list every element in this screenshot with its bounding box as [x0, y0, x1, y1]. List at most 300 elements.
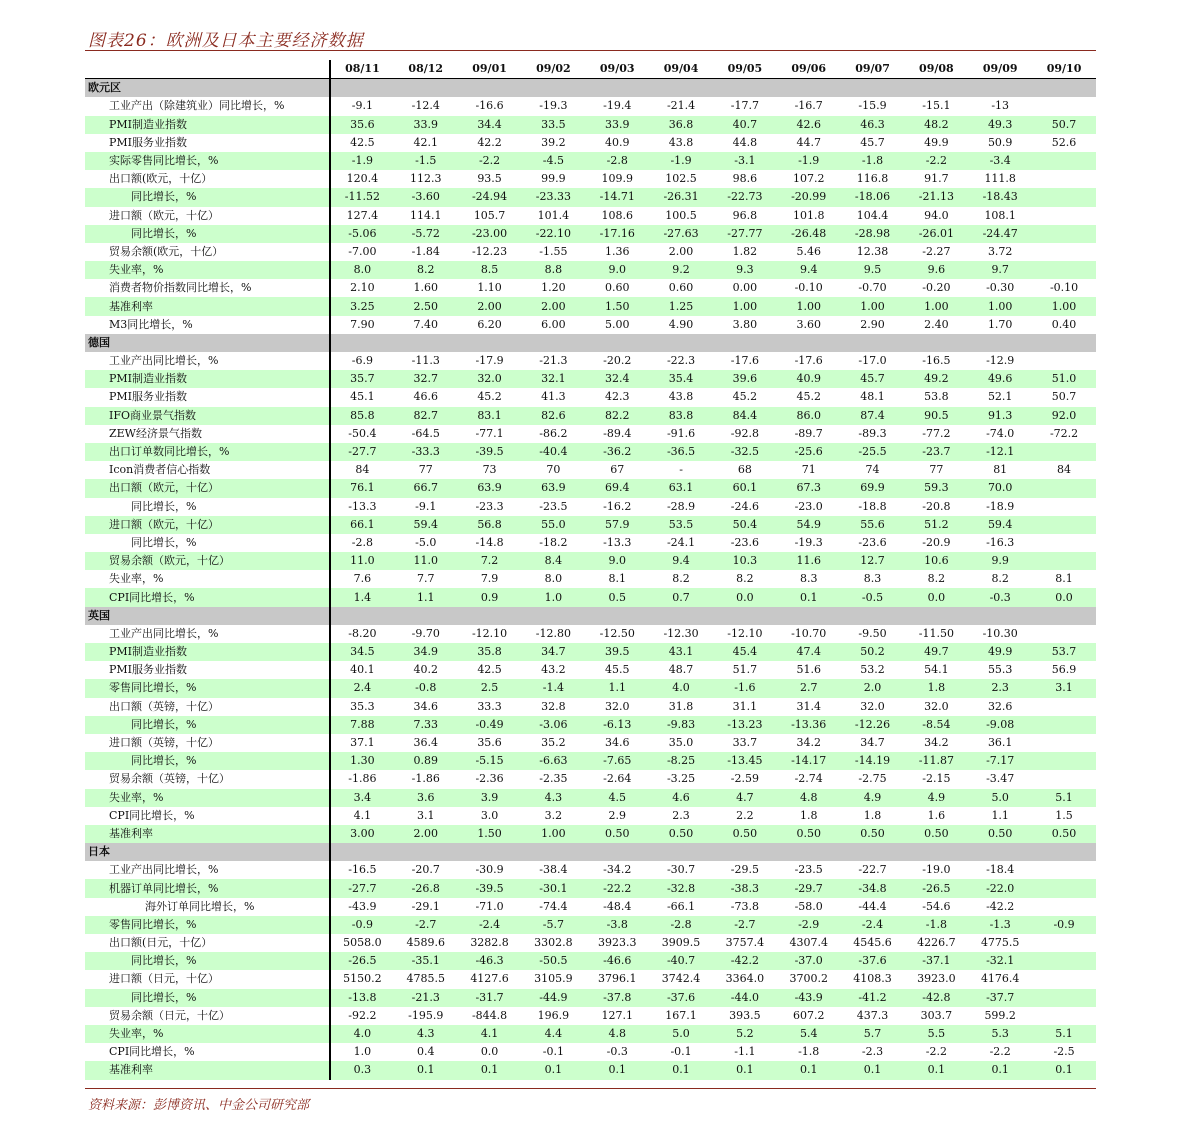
- value-cell: 7.7: [416, 572, 435, 586]
- value-cell: -72.2: [1049, 426, 1079, 440]
- value-cell: -0.30: [986, 281, 1015, 295]
- table-row: [85, 625, 1096, 643]
- table-row: [85, 134, 1096, 152]
- value-cell: 7.6: [353, 572, 372, 586]
- value-cell: -3.25: [666, 772, 696, 786]
- value-cell: 2.50: [394, 297, 458, 315]
- value-cell: -0.9: [330, 916, 394, 934]
- value-cell: -12.4: [411, 99, 440, 113]
- table-row: [85, 279, 1096, 297]
- value-cell: 45.2: [477, 390, 502, 404]
- value-cell: -22.0: [968, 879, 1032, 897]
- value-cell: 5.0: [649, 1025, 713, 1043]
- value-cell: 6.20: [477, 317, 502, 331]
- value-cell: -8.54: [904, 716, 968, 734]
- value-cell: -1.84: [411, 244, 440, 258]
- value-cell: 84: [1057, 463, 1072, 477]
- value-cell: -24.6: [730, 499, 759, 513]
- value-cell: 5058.0: [343, 936, 382, 950]
- value-cell: 51.7: [732, 663, 758, 677]
- table-row: [85, 879, 1096, 897]
- value-cell: 1.0: [521, 588, 585, 606]
- value-cell: 104.4: [856, 208, 889, 222]
- row-label: 工业产出（除建筑业）同比增长，%: [85, 97, 330, 115]
- value-cell: -21.3: [394, 989, 458, 1007]
- value-cell: -6.63: [521, 752, 585, 770]
- value-cell: 33.3: [477, 699, 502, 713]
- value-cell: 8.0: [330, 261, 394, 279]
- section-fill-cell: [968, 334, 1032, 352]
- value-cell: 108.6: [601, 208, 633, 222]
- value-cell: -17.9: [475, 354, 504, 368]
- value-cell: 0.5: [585, 588, 649, 606]
- value-cell: -46.6: [585, 952, 649, 970]
- value-cell: -23.6: [730, 535, 759, 549]
- value-cell: -8.25: [649, 752, 713, 770]
- source-note: 资料来源：彭博资讯、中金公司研究部: [88, 1098, 310, 1113]
- value-cell: -13.45: [713, 752, 777, 770]
- value-cell: 8.2: [394, 261, 458, 279]
- value-cell: 4.0: [330, 1025, 394, 1043]
- value-cell: -2.2: [458, 152, 522, 170]
- value-cell: -43.9: [348, 899, 377, 913]
- column-header: 09/07: [841, 60, 905, 79]
- value-cell: 5.4: [777, 1025, 841, 1043]
- value-cell: -39.5: [458, 443, 522, 461]
- table-row: [85, 588, 1096, 606]
- value-cell: -89.7: [794, 426, 823, 440]
- value-cell: 1.36: [604, 244, 630, 258]
- value-cell: 77: [418, 463, 433, 477]
- value-cell: 43.1: [649, 643, 713, 661]
- value-cell: 2.5: [458, 679, 522, 697]
- column-header: 08/11: [330, 60, 394, 79]
- section-title: 德国: [85, 334, 330, 352]
- value-cell: 4226.7: [917, 936, 956, 950]
- section-header-row: [85, 843, 1096, 861]
- value-cell: 4.8: [777, 789, 841, 807]
- value-cell: [1032, 934, 1096, 952]
- section-fill-cell: [394, 334, 458, 352]
- value-cell: 42.6: [777, 116, 841, 134]
- table-row: [85, 770, 1096, 788]
- value-cell: 2.90: [860, 317, 885, 331]
- value-cell: 32.7: [394, 370, 458, 388]
- value-cell: 31.4: [796, 699, 821, 713]
- value-cell: -32.5: [713, 443, 777, 461]
- value-cell: -29.1: [411, 899, 440, 913]
- section-fill-cell: [649, 607, 713, 625]
- value-cell: 8.1: [1055, 572, 1073, 586]
- value-cell: -2.8: [649, 916, 713, 934]
- value-cell: -1.3: [968, 916, 1032, 934]
- value-cell: -5.15: [458, 752, 522, 770]
- row-label: 零售同比增长，%: [85, 916, 330, 934]
- section-fill-cell: [777, 79, 841, 98]
- value-cell: -16.3: [986, 535, 1015, 549]
- value-cell: 7.2: [458, 552, 522, 570]
- value-cell: 105.7: [473, 208, 506, 222]
- value-cell: -17.0: [858, 354, 887, 368]
- value-cell: 3364.0: [725, 972, 765, 986]
- value-cell: -28.98: [841, 225, 905, 243]
- value-cell: 54.1: [924, 663, 949, 677]
- value-cell: -34.8: [841, 879, 905, 897]
- value-cell: 5.46: [796, 244, 821, 258]
- value-cell: -38.3: [713, 879, 777, 897]
- value-cell: 0.60: [604, 281, 630, 295]
- section-fill-cell: [458, 843, 522, 861]
- value-cell: 2.0: [841, 679, 905, 697]
- value-cell: 303.7: [920, 1008, 953, 1022]
- value-cell: 45.7: [860, 135, 885, 149]
- title-rule: [85, 50, 1096, 51]
- value-cell: -36.5: [649, 443, 713, 461]
- value-cell: 74: [865, 463, 880, 477]
- value-cell: -92.2: [348, 1008, 377, 1022]
- value-cell: 2.7: [777, 679, 841, 697]
- row-label: 贸易余额（欧元，十亿）: [85, 552, 330, 570]
- table-row: [85, 498, 1096, 516]
- value-cell: -30.7: [666, 863, 696, 877]
- value-cell: -7.00: [348, 244, 377, 258]
- value-cell: -48.4: [603, 899, 632, 913]
- value-cell: 9.3: [713, 261, 777, 279]
- value-cell: 53.8: [924, 390, 949, 404]
- value-cell: 43.2: [541, 663, 566, 677]
- value-cell: -17.16: [585, 225, 649, 243]
- value-cell: 0.1: [394, 1061, 458, 1079]
- value-cell: 393.5: [729, 1008, 761, 1022]
- value-cell: 127.1: [601, 1008, 633, 1022]
- section-fill-cell: [394, 79, 458, 98]
- table-row: [85, 407, 1096, 425]
- row-label: 基准利率: [85, 297, 330, 315]
- value-cell: 8.2: [672, 572, 690, 586]
- value-cell: -12.10: [727, 626, 763, 640]
- value-cell: -28.9: [666, 499, 696, 513]
- value-cell: -1.9: [777, 152, 841, 170]
- value-cell: 70.0: [968, 479, 1032, 497]
- value-cell: -17.6: [730, 354, 759, 368]
- value-cell: 34.2: [924, 736, 949, 750]
- value-cell: 1.1: [394, 588, 458, 606]
- value-cell: 9.0: [585, 552, 649, 570]
- value-cell: -41.2: [841, 989, 905, 1007]
- table-row: [85, 698, 1096, 716]
- value-cell: 32.0: [458, 370, 522, 388]
- value-cell: -1.9: [649, 152, 713, 170]
- value-cell: -26.31: [649, 188, 713, 206]
- value-cell: -2.2: [925, 1045, 947, 1059]
- row-label: 进口额（日元，十亿）: [85, 970, 330, 988]
- value-cell: [1032, 225, 1096, 243]
- value-cell: 35.6: [330, 116, 394, 134]
- row-label: PMI制造业指数: [85, 370, 330, 388]
- value-cell: 86.0: [777, 407, 841, 425]
- value-cell: 34.5: [330, 643, 394, 661]
- value-cell: 0.1: [649, 1061, 713, 1079]
- value-cell: -11.87: [904, 752, 968, 770]
- value-cell: -3.1: [713, 152, 777, 170]
- value-cell: -46.3: [458, 952, 522, 970]
- value-cell: 4589.6: [406, 936, 445, 950]
- value-cell: 120.4: [346, 172, 379, 186]
- row-label: 同比增长，%: [85, 534, 330, 552]
- value-cell: -19.3: [794, 535, 823, 549]
- section-fill-cell: [777, 334, 841, 352]
- value-cell: -2.8: [585, 152, 649, 170]
- value-cell: 32.8: [541, 699, 566, 713]
- row-label: 消费者物价指数同比增长，%: [85, 279, 330, 297]
- value-cell: 96.8: [732, 208, 758, 222]
- value-cell: -27.7: [330, 443, 394, 461]
- value-cell: -13: [991, 99, 1010, 113]
- value-cell: -9.1: [351, 99, 374, 113]
- value-cell: 0.1: [968, 1061, 1032, 1079]
- value-cell: [1032, 716, 1096, 734]
- value-cell: -16.5: [348, 863, 377, 877]
- value-cell: [1032, 734, 1096, 752]
- section-fill-cell: [521, 334, 585, 352]
- value-cell: 4.3: [521, 789, 585, 807]
- value-cell: 45.2: [732, 390, 758, 404]
- value-cell: 1.8: [904, 679, 968, 697]
- value-cell: -0.10: [794, 281, 823, 295]
- value-cell: -16.6: [475, 99, 504, 113]
- value-cell: 42.1: [413, 135, 438, 149]
- row-label: 出口额(欧元，十亿）: [85, 170, 330, 188]
- value-cell: 33.9: [394, 116, 458, 134]
- value-cell: 35.7: [330, 370, 394, 388]
- value-cell: 0.00: [732, 281, 758, 295]
- value-cell: 9.7: [968, 261, 1032, 279]
- value-cell: 4.9: [841, 789, 905, 807]
- value-cell: 34.6: [604, 736, 630, 750]
- value-cell: 3923.0: [917, 972, 956, 986]
- value-cell: -13.3: [348, 499, 377, 513]
- value-cell: -2.75: [858, 772, 887, 786]
- value-cell: -74.0: [986, 426, 1015, 440]
- value-cell: 55.3: [987, 663, 1013, 677]
- value-cell: 1.00: [713, 297, 777, 315]
- value-cell: 35.8: [458, 643, 522, 661]
- section-fill-cell: [458, 79, 522, 98]
- value-cell: 0.7: [649, 588, 713, 606]
- value-cell: -18.4: [986, 863, 1015, 877]
- row-label: 失业率，%: [85, 570, 330, 588]
- value-cell: -1.9: [330, 152, 394, 170]
- value-cell: -77.2: [922, 426, 951, 440]
- column-header: 08/12: [394, 60, 458, 79]
- value-cell: 49.2: [904, 370, 968, 388]
- value-cell: 32.0: [860, 699, 885, 713]
- value-cell: 3700.2: [789, 972, 828, 986]
- value-cell: 44.7: [796, 135, 821, 149]
- value-cell: -12.23: [471, 244, 508, 258]
- value-cell: [1032, 97, 1096, 115]
- value-cell: -3.8: [585, 916, 649, 934]
- value-cell: -39.5: [458, 879, 522, 897]
- table-row: [85, 443, 1096, 461]
- row-label: 失业率，%: [85, 789, 330, 807]
- value-cell: 34.4: [458, 116, 522, 134]
- value-cell: [1032, 625, 1096, 643]
- column-header: 09/01: [458, 60, 522, 79]
- value-cell: 50.9: [987, 135, 1013, 149]
- value-cell: -23.5: [794, 863, 823, 877]
- value-cell: 1.8: [863, 808, 882, 822]
- value-cell: -14.8: [475, 535, 504, 549]
- value-cell: -2.74: [794, 772, 823, 786]
- row-label: 同比增长，%: [85, 752, 330, 770]
- value-cell: 56.8: [458, 516, 522, 534]
- table-row: [85, 989, 1096, 1007]
- value-cell: [1032, 516, 1096, 534]
- value-cell: -38.4: [539, 863, 568, 877]
- value-cell: -6.9: [351, 354, 374, 368]
- value-cell: 5.7: [841, 1025, 905, 1043]
- table-row: [85, 152, 1096, 170]
- row-label: 失业率，%: [85, 1025, 330, 1043]
- table-row: [85, 752, 1096, 770]
- value-cell: 0.0: [1032, 588, 1096, 606]
- section-fill-cell: [585, 607, 649, 625]
- value-cell: 90.5: [904, 407, 968, 425]
- value-cell: 3105.9: [534, 972, 573, 986]
- value-cell: 0.1: [713, 1061, 777, 1079]
- value-cell: 607.2: [792, 1008, 825, 1022]
- value-cell: 45.2: [796, 390, 821, 404]
- row-label: 出口额（英镑，十亿）: [85, 698, 330, 716]
- value-cell: -24.1: [666, 535, 696, 549]
- value-cell: 1.50: [585, 297, 649, 315]
- row-label: 工业产出同比增长，%: [85, 861, 330, 879]
- value-cell: -20.9: [922, 535, 951, 549]
- value-cell: 40.9: [777, 370, 841, 388]
- value-cell: [1032, 552, 1096, 570]
- value-cell: 32.0: [604, 699, 630, 713]
- row-label: 出口额(日元，十亿）: [85, 934, 330, 952]
- section-fill-cell: [1032, 79, 1096, 98]
- value-cell: 51.2: [904, 516, 968, 534]
- value-cell: -0.10: [1049, 281, 1079, 295]
- value-cell: 4545.6: [853, 936, 892, 950]
- section-fill-cell: [1032, 843, 1096, 861]
- section-fill-cell: [330, 79, 394, 98]
- value-cell: -2.4: [841, 916, 905, 934]
- value-cell: -74.4: [539, 899, 568, 913]
- table-row: [85, 316, 1096, 334]
- value-cell: -44.0: [713, 989, 777, 1007]
- value-cell: 3923.3: [597, 936, 637, 950]
- value-cell: 1.50: [458, 825, 522, 843]
- row-label: 贸易余额（英镑，十亿）: [85, 770, 330, 788]
- value-cell: -37.7: [968, 989, 1032, 1007]
- value-cell: 111.8: [984, 172, 1016, 186]
- section-fill-cell: [521, 79, 585, 98]
- table-body: [85, 79, 1096, 1080]
- value-cell: 4.3: [394, 1025, 458, 1043]
- value-cell: 3757.4: [725, 936, 765, 950]
- row-label: 基准利率: [85, 825, 330, 843]
- section-title: 英国: [85, 607, 330, 625]
- value-cell: 50.2: [841, 643, 905, 661]
- value-cell: 35.2: [541, 736, 566, 750]
- value-cell: 84: [355, 463, 370, 477]
- value-cell: -44.9: [521, 989, 585, 1007]
- value-cell: 7.88: [330, 716, 394, 734]
- value-cell: 5.00: [604, 317, 630, 331]
- row-label: 同比增长，%: [85, 716, 330, 734]
- value-cell: -2.3: [861, 1045, 884, 1059]
- value-cell: 599.2: [984, 1008, 1016, 1022]
- table-row: [85, 679, 1096, 697]
- value-cell: 43.8: [668, 135, 694, 149]
- value-cell: -1.8: [904, 916, 968, 934]
- value-cell: [1032, 261, 1096, 279]
- value-cell: 55.6: [841, 516, 905, 534]
- table-row: [85, 261, 1096, 279]
- value-cell: 5.1: [1032, 1025, 1096, 1043]
- value-cell: 63.9: [458, 479, 522, 497]
- value-cell: 34.2: [796, 736, 821, 750]
- value-cell: -26.5: [904, 879, 968, 897]
- value-cell: -7.17: [968, 752, 1032, 770]
- column-header: 09/06: [777, 60, 841, 79]
- value-cell: 68: [737, 463, 752, 477]
- value-cell: 53.5: [649, 516, 713, 534]
- value-cell: 7.9: [480, 572, 499, 586]
- table-row: [85, 516, 1096, 534]
- table-row: [85, 370, 1096, 388]
- table-row: [85, 297, 1096, 315]
- value-cell: [1032, 770, 1096, 788]
- value-cell: -13.3: [603, 535, 632, 549]
- column-header: 09/03: [585, 60, 649, 79]
- value-cell: -10.30: [982, 626, 1018, 640]
- row-label: 同比增长，%: [85, 498, 330, 516]
- column-header: 09/10: [1032, 60, 1096, 79]
- value-cell: -30.1: [521, 879, 585, 897]
- header-row: [85, 60, 1096, 79]
- value-cell: -26.01: [904, 225, 968, 243]
- value-cell: 59.4: [394, 516, 458, 534]
- value-cell: 11.0: [394, 552, 458, 570]
- value-cell: 52.1: [987, 390, 1013, 404]
- section-fill-cell: [458, 334, 522, 352]
- value-cell: 76.1: [330, 479, 394, 497]
- value-cell: 7.90: [350, 317, 375, 331]
- value-cell: 0.0: [713, 588, 777, 606]
- table-row: [85, 170, 1096, 188]
- section-fill-cell: [521, 607, 585, 625]
- table-row: [85, 352, 1096, 370]
- value-cell: 33.9: [585, 116, 649, 134]
- value-cell: 4.90: [668, 317, 694, 331]
- value-cell: 4.4: [521, 1025, 585, 1043]
- value-cell: 3796.1: [597, 972, 637, 986]
- value-cell: 69.9: [841, 479, 905, 497]
- value-cell: 0.89: [394, 752, 458, 770]
- value-cell: 4775.5: [980, 936, 1020, 950]
- value-cell: 57.9: [585, 516, 649, 534]
- value-cell: 34.7: [860, 736, 885, 750]
- value-cell: -12.30: [663, 626, 699, 640]
- value-cell: 4.5: [585, 789, 649, 807]
- value-cell: 127.4: [346, 208, 379, 222]
- value-cell: -40.7: [649, 952, 713, 970]
